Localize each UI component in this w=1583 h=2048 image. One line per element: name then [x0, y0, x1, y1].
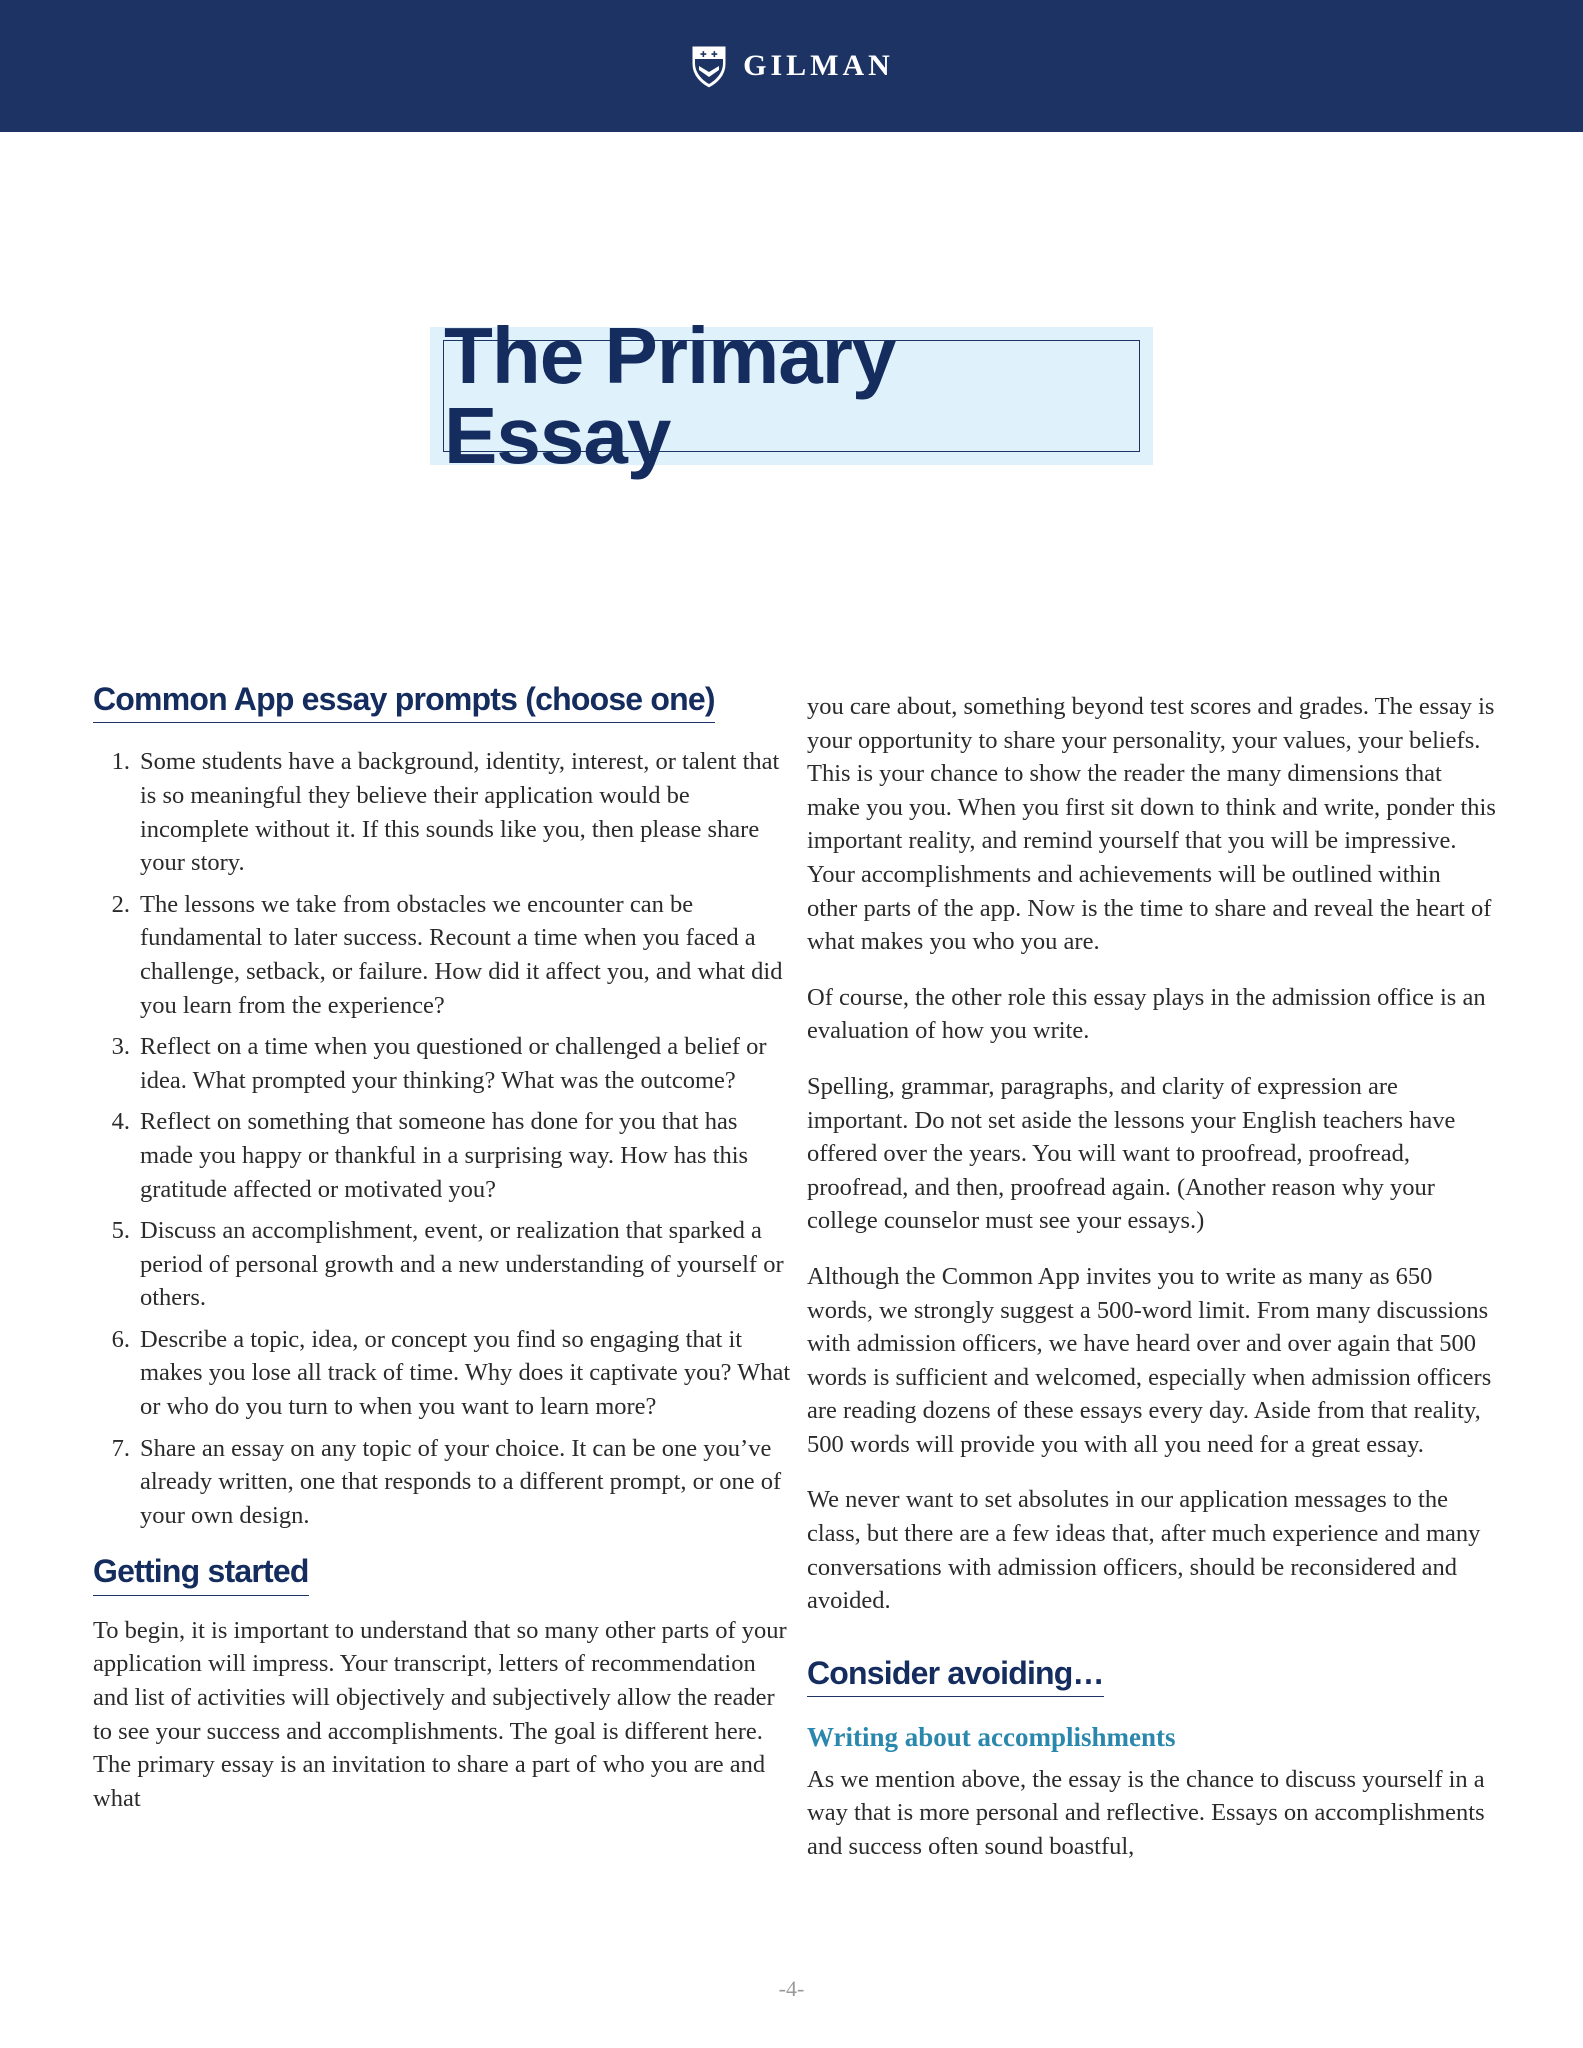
getting-started-paragraph: To begin, it is important to understand that so many other parts of your application will impress. Your transcript, letters of recommendation and list of activities will objectively and subjectively allow the reader to see your success and accomplishments. The goal is different here. The primary essay is an invitation to share a part of who you are and what [93, 1616, 787, 1812]
brand-name: GILMAN [743, 49, 894, 82]
brand-logo[interactable] [689, 42, 894, 90]
list-number: 3. [111, 1033, 130, 1061]
prompts-list [93, 745, 793, 1532]
body-paragraph: Of course, the other role this essay plays in the admission office is an evaluation of how you write. [807, 983, 1486, 1045]
svg-text:✚: ✚ [700, 50, 707, 59]
page-number: -4- [778, 1976, 805, 2001]
page-title: The Primary Essay [444, 311, 896, 480]
list-number: 4. [111, 1108, 130, 1136]
list-text: The lessons we take from obstacles we encounter can be fundamental to later success. Recount a time when you faced a challenge, setback, or failure. How did it affect you, and what did you learn from the experience? [140, 890, 783, 1019]
list-item [93, 1432, 793, 1533]
list-text: Discuss an accomplishment, event, or realization that sparked a period of personal growth and a new understanding of yourself or others. [140, 1217, 784, 1312]
consider-avoiding-heading: Consider avoiding… [807, 1654, 1104, 1697]
list-text: Share an essay on any topic of your choice. It can be one you’ve already written, one that responds to a different prompt, or one of your own design. [140, 1434, 782, 1529]
body-paragraph: Although the Common App invites you to write as many as 650 words, we strongly suggest a 500-word limit. From many discussions with admission officers, we have heard over and over again that 500 words is sufficient and welcomed, especially when admission officers are reading dozens of these essays every day. Aside from that reality, 500 words will provide you with all you need for a great essay. [807, 1262, 1492, 1458]
list-number: 7. [111, 1434, 130, 1462]
prompts-heading: Common App essay prompts (choose one) [93, 680, 715, 723]
svg-text:✚: ✚ [711, 50, 718, 59]
body-paragraph: you care about, something beyond test scores and grades. The essay is your opportunity to share your personality, your values, your beliefs. This is your chance to show the reader the many dimensions that make you you. When you first sit down to think and write, ponder this important reality, and remind yourself that you will be impressive. Your accomplishments and achievements will be outlined within other parts of the app. Now is the time to share and reveal the heart of what makes you who you are. [807, 693, 1496, 956]
list-text: Reflect on a time when you questioned or challenged a belief or idea. What prompted your thinking? What was the outcome? [140, 1033, 767, 1094]
list-item [93, 1030, 793, 1097]
accomplishments-subheading: Writing about accomplishments [807, 1722, 1176, 1753]
list-number: 2. [111, 890, 130, 918]
crest-shield-icon [689, 42, 729, 90]
body-paragraph: As we mention above, the essay is the chance to discuss yourself in a way that is more personal and reflective. Essays on accomplishments and success often sound boastful, [807, 1765, 1485, 1861]
header-bar [0, 0, 1583, 132]
list-item [93, 745, 793, 879]
list-item [93, 1105, 793, 1206]
list-item [93, 1323, 793, 1424]
list-item [93, 1214, 793, 1315]
right-column [807, 690, 1497, 1886]
body-paragraph: Spelling, grammar, paragraphs, and clarity of expression are important. Do not set aside the lessons your English teachers have offered over the years. You will want to proofread, proofread, proofread, and then, proofread again. (Another reason why your college counselor must see your essays.) [807, 1072, 1456, 1235]
body-paragraph: We never want to set absolutes in our application messages to the class, but there are a few ideas that, after much experience and many conversations with admission officers, should be reconsidered and avoided. [807, 1486, 1481, 1615]
title-frame [443, 311, 1140, 480]
list-text: Some students have a background, identity, interest, or talent that is so meaningful they believe their application would be incomplete without it. If this sounds like you, then please share your story. [140, 748, 780, 877]
list-number: 1. [111, 748, 130, 776]
list-number: 5. [111, 1217, 130, 1245]
getting-started-heading: Getting started [93, 1552, 309, 1595]
left-column [93, 680, 793, 1837]
list-number: 6. [111, 1325, 130, 1353]
title-box [430, 311, 1153, 480]
list-text: Reflect on something that someone has done for you that has made you happy or thankful in a surprising way. How has this gratitude affected or motivated you? [140, 1108, 749, 1203]
list-item [93, 888, 793, 1022]
list-text: Describe a topic, idea, or concept you find so engaging that it makes you lose all track of time. Why does it captivate you? What or who do you turn to when you want to learn more? [140, 1325, 791, 1421]
